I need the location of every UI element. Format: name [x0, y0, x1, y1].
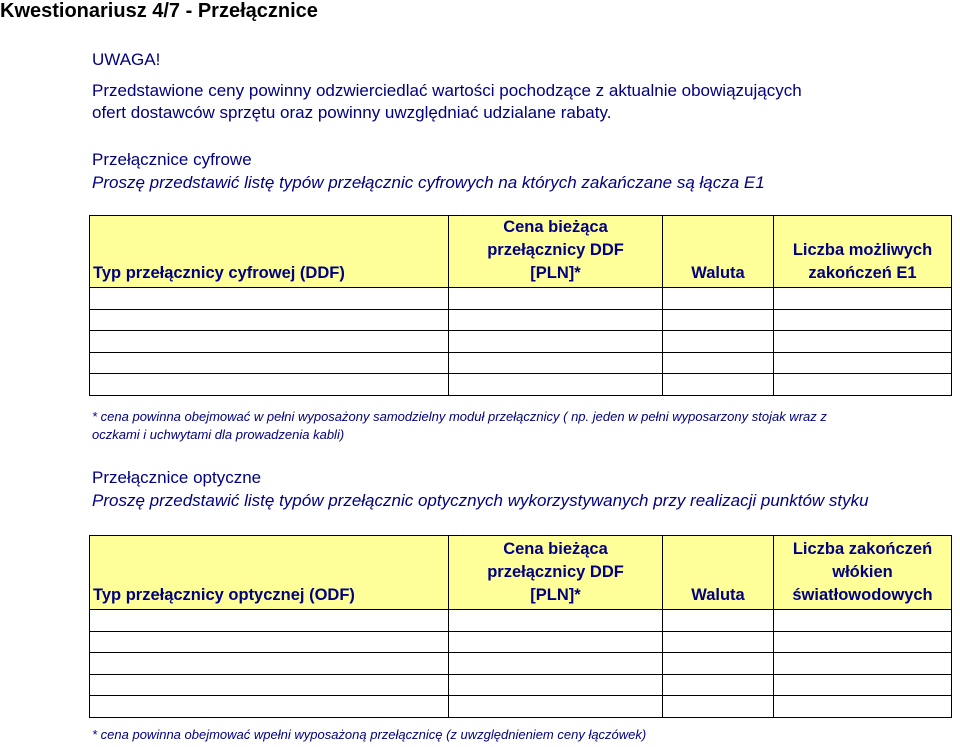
- cell-type[interactable]: [90, 331, 449, 353]
- cell-count[interactable]: [774, 674, 952, 696]
- cell-count[interactable]: [774, 309, 952, 331]
- digital-table: [89, 215, 952, 396]
- notice-line: Przedstawione ceny powinny odzwierciedlać wartości pochodzące z aktualnie obowiązujących: [92, 81, 802, 100]
- footnote-line: * cena powinna obejmować w pełni wyposażony samodzielny moduł przełącznicy ( np. jeden w pełni wyposarzony stojak wraz z: [92, 409, 827, 424]
- notice-line: ofert dostawców sprzętu oraz powinny uwzględniać udzialane rabaty.: [92, 103, 612, 122]
- header-price-line: przełącznicy DDF: [487, 241, 624, 259]
- cell-count[interactable]: [774, 653, 952, 675]
- cell-price[interactable]: [449, 352, 663, 374]
- header-type: Typ przełącznicy optycznej (ODF): [90, 536, 449, 610]
- cell-currency[interactable]: [663, 631, 774, 653]
- cell-price[interactable]: [449, 309, 663, 331]
- header-count: [774, 216, 952, 288]
- cell-currency[interactable]: [663, 374, 774, 396]
- header-price-line: Cena bieżąca: [503, 540, 608, 558]
- cell-count[interactable]: [774, 610, 952, 632]
- cell-type[interactable]: [90, 288, 449, 310]
- cell-count[interactable]: [774, 352, 952, 374]
- optical-section-heading: Przełącznice optyczne: [92, 468, 262, 487]
- cell-price[interactable]: [449, 374, 663, 396]
- header-currency: Waluta: [663, 216, 774, 288]
- cell-type[interactable]: [90, 374, 449, 396]
- cell-currency[interactable]: [663, 331, 774, 353]
- cell-count[interactable]: [774, 374, 952, 396]
- cell-price[interactable]: [449, 674, 663, 696]
- optical-footnote: * cena powinna obejmować wpełni wyposażoną przełącznicę (z uwzględnieniem ceny łączówek): [92, 727, 647, 742]
- header-count: [774, 536, 952, 610]
- header-price-line: [PLN]*: [530, 586, 581, 604]
- cell-currency[interactable]: [663, 674, 774, 696]
- cell-count[interactable]: [774, 288, 952, 310]
- header-count-line: Liczba możliwych: [792, 241, 933, 259]
- cell-price[interactable]: [449, 610, 663, 632]
- table-row: [90, 331, 952, 353]
- cell-type[interactable]: [90, 352, 449, 374]
- cell-price[interactable]: [449, 631, 663, 653]
- table-header-row: [90, 216, 952, 288]
- cell-type[interactable]: [90, 674, 449, 696]
- header-price: [449, 536, 663, 610]
- header-count-line: zakończeń E1: [808, 264, 917, 282]
- cell-currency[interactable]: [663, 610, 774, 632]
- cell-type[interactable]: [90, 653, 449, 675]
- optical-table: [89, 535, 952, 718]
- cell-type[interactable]: [90, 696, 449, 718]
- page-title: Kwestionariusz 4/7 - Przełącznice: [0, 0, 318, 22]
- table-row: [90, 352, 952, 374]
- cell-price[interactable]: [449, 696, 663, 718]
- cell-type[interactable]: [90, 309, 449, 331]
- header-price-line: [PLN]*: [530, 264, 581, 282]
- cell-count[interactable]: [774, 696, 952, 718]
- table-row: [90, 288, 952, 310]
- digital-section-subheading: Proszę przedstawić listę typów przełącznic cyfrowych na których zakańczane są łącza E1: [92, 173, 765, 192]
- table-header-row: [90, 536, 952, 610]
- cell-type[interactable]: [90, 610, 449, 632]
- cell-count[interactable]: [774, 631, 952, 653]
- cell-price[interactable]: [449, 653, 663, 675]
- table-row: [90, 674, 952, 696]
- table-row: [90, 696, 952, 718]
- header-count-line: światłowodowych: [792, 586, 933, 604]
- cell-count[interactable]: [774, 331, 952, 353]
- cell-price[interactable]: [449, 288, 663, 310]
- table-row: [90, 309, 952, 331]
- header-price: [449, 216, 663, 288]
- table-row: [90, 610, 952, 632]
- optical-section-subheading: Proszę przedstawić listę typów przełącznic optycznych wykorzystywanych przy realizacji punktów styku: [92, 491, 869, 510]
- cell-currency[interactable]: [663, 653, 774, 675]
- header-type: Typ przełącznicy cyfrowej (DDF): [90, 216, 449, 288]
- header-price-line: Cena bieżąca: [503, 218, 608, 236]
- cell-currency[interactable]: [663, 309, 774, 331]
- header-count-line: włókien: [832, 563, 893, 581]
- header-currency: Waluta: [663, 536, 774, 610]
- cell-currency[interactable]: [663, 696, 774, 718]
- cell-price[interactable]: [449, 331, 663, 353]
- cell-type[interactable]: [90, 631, 449, 653]
- header-price-line: przełącznicy DDF: [487, 563, 624, 581]
- table-row: [90, 631, 952, 653]
- digital-footnote: [92, 408, 827, 444]
- header-count-line: Liczba zakończeń: [792, 540, 933, 558]
- digital-section-heading: Przełącznice cyfrowe: [92, 150, 252, 169]
- table-row: [90, 374, 952, 396]
- notice-heading: UWAGA!: [92, 50, 161, 69]
- cell-currency[interactable]: [663, 288, 774, 310]
- notice-text: [92, 80, 952, 124]
- footnote-line: oczkami i uchwytami dla prowadzenia kabli): [92, 427, 345, 442]
- cell-currency[interactable]: [663, 352, 774, 374]
- table-row: [90, 653, 952, 675]
